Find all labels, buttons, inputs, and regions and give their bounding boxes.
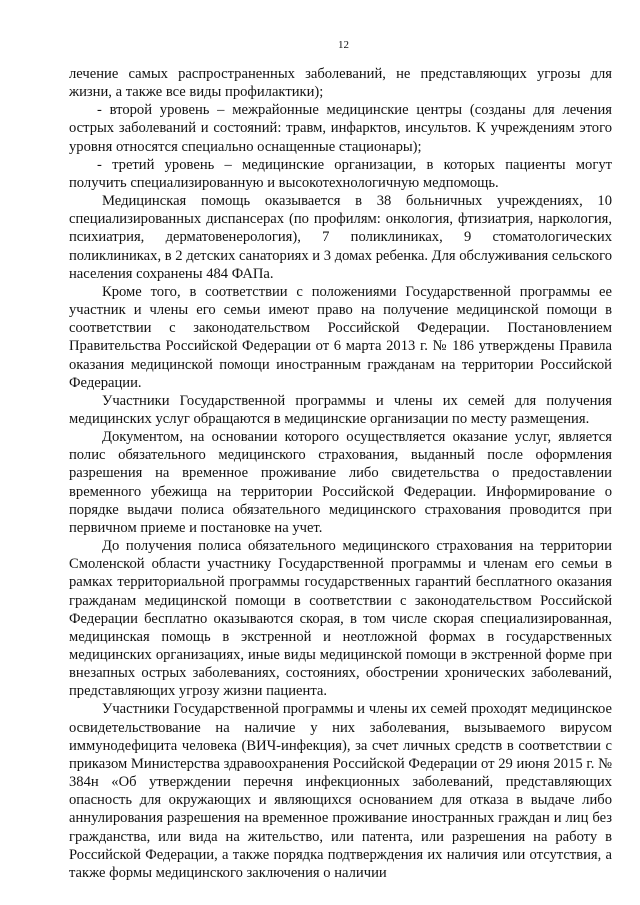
paragraph-right-to-medical-care: Кроме того, в соответствии с положениями Государственной программы ее участник и члены его семьи имеют право на получение медицинской помощи в соответствии с законодательством Российской Федерации. Постановлением Правительства Российской Федерации от 6 марта 2013 г. № 186 утверждены Правила оказания медицинской помощи иностранным гражданам на территории Российской Федерации. [69, 283, 612, 391]
paragraph-second-level: - второй уровень – межрайонные медицинские центры (созданы для лечения острых заболеваний и состояний: травм, инфарктов, инсультов. К учреждениям этого уровня относятся специально оснащенные стационары); [69, 102, 612, 155]
paragraph-medical-facilities: Медицинская помощь оказывается в 38 больничных учреждениях, 10 специализированных диспансерах (по профилям: онкология, фтизиатрия, наркология, психиатрия, дерматовенерология), 7 поликлиниках, 9 стоматологических поликлиниках, в 2 детских санаториях и 3 домах ребенка. Для обслуживания сельского населения сохранены 484 ФАПа. [69, 193, 612, 282]
paragraph-insurance-policy: Документом, на основании которого осуществляется оказание услуг, является полис обязательного медицинского страхования, выданный после оформления разрешения на временное проживание либо свидетельства о предоставлении временного убежища на территории Российской Федерации. Информирование о порядке выдачи полиса обязательного медицинского страхования проводится при первичном приеме и постановке на учет. [69, 429, 612, 536]
paragraph-medical-services-access: Участники Государственной программы и члены их семей для получения медицинских услуг обращаются в медицинские организации по месту размещения. [69, 392, 612, 427]
paragraph-third-level: - третий уровень – медицинские организации, в которых пациенты могут получить специализированную и высокотехнологичную медпомощь. [69, 156, 612, 191]
paragraph-before-policy: До получения полиса обязательного медицинского страхования на территории Смоленской области участнику Государственной программы и членам его семьи в рамках территориальной программы государственных гарантий бесплатного оказания гражданам медицинской помощи в соответствии с законодательством Российской Федерации бесплатно оказываются скорая, в том числе скорая специализированная, медицинская помощь в экстренной и неотложной формах в государственных медицинских организациях, иные виды медицинской помощи в экстренной форме при внезапных острых заболеваниях, состояниях, обострении хронических заболеваний, представляющих угрозу жизни пациента. [69, 538, 612, 700]
paragraph-hiv-examination: Участники Государственной программы и члены их семей проходят медицинское освидетельствование на наличие у них заболевания, вызываемого вирусом иммунодефицита человека (ВИЧ-инфекция), за счет личных средств в соответствии с приказом Министерства здравоохранения Российской Федерации от 29 июня 2015 г. № 384н «Об утверждении перечня инфекционных заболеваний, представляющих опасность для окружающих и являющихся основанием для отказа в выдаче либо аннулирования разрешения на временное проживание иностранных граждан и лиц без гражданства, или вида на жительство, или патента, или разрешения на работу в Российской Федерации, а также порядка подтверждения их наличия или отсутствия, а также формы медицинского заключения о наличии [69, 701, 612, 881]
document-page [69, 38, 612, 882]
page-number: 12 [338, 39, 349, 51]
paragraph-first-level-continuation: лечение самых распространенных заболеваний, не представляющих угрозы для жизни, а также все виды профилактики); [69, 66, 612, 101]
